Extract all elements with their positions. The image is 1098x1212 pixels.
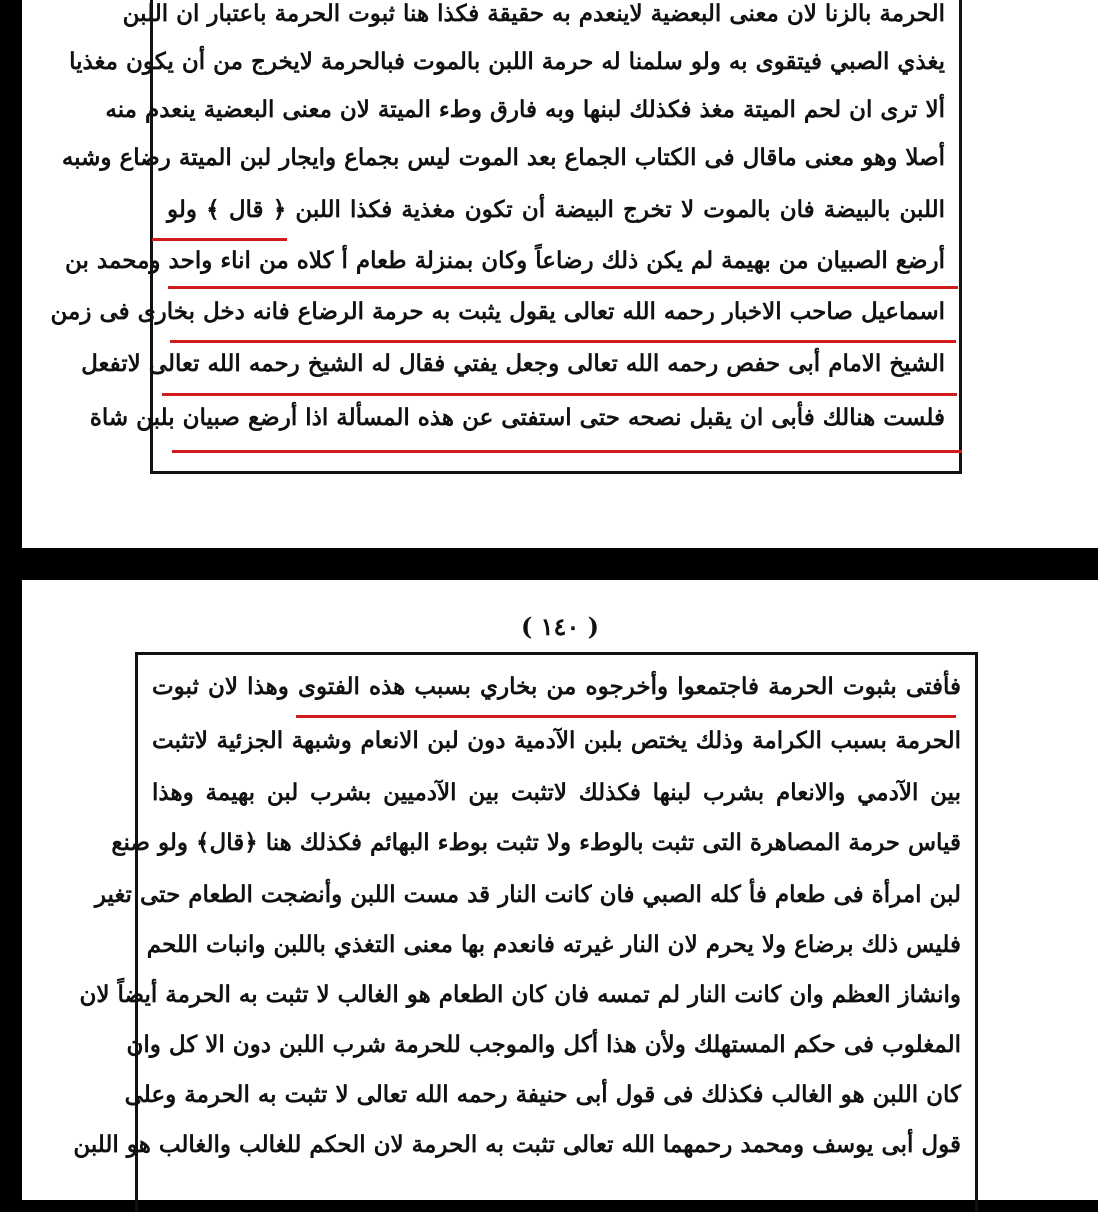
text-line: ألا ترى ان لحم الميتة مغذ فكذلك لبنها وبه فارق وطء الميتة لان معنى البعضية ينعدم منه <box>105 96 945 123</box>
text-line: اللبن بالبيضة فان بالموت لا تخرج البيضة أن تكون مغذية فكذا اللبن ﴿ قال ﴾ ولو <box>167 196 945 223</box>
text-line: الحرمة بالزنا لان معنى البعضية لاينعدم به حقيقة فكذا هنا ثبوت الحرمة باعتبار ان اللبن <box>122 0 945 27</box>
text-line: لبن امرأة فى طعام فأ كله الصبي فان كانت النار قد مست اللبن وأنضجت الطعام حتى تغير <box>94 881 961 908</box>
text-line: بين الآدمي والانعام بشرب لبنها فكذلك لاتثبت بين الآدميين بشرب لبن بهيمة وهذا <box>152 779 961 806</box>
text-line: يغذي الصبي فيتقوى به ولو سلمنا له حرمة اللبن بالموت فبالحرمة لايخرج من أن يكون مغذيا <box>69 48 945 75</box>
text-line: قول أبى يوسف ومحمد رحمهما الله تعالى تثبت به الحرمة لان الحكم للغالب والغالب هو اللبن <box>73 1131 961 1158</box>
red-underline <box>152 238 287 241</box>
text-line: قياس حرمة المصاهرة التى تثبت بالوطء ولا تثبت بوطء البهائم فكذلك هنا ﴿قال﴾ ولو صنع <box>111 829 961 856</box>
red-underline <box>168 286 958 289</box>
text-line: المغلوب فى حكم المستهلك ولأن هذا أكل والموجب للحرمة شرب اللبن دون الا كل وان <box>126 1031 961 1058</box>
top-page-text-frame <box>50 0 962 474</box>
text-line: اسماعيل صاحب الاخبار رحمه الله تعالى يقول يثبت به حرمة الرضاع فانه دخل بخارى فى زمن <box>50 298 945 325</box>
red-underline <box>296 715 956 718</box>
text-line: الحرمة بسبب الكرامة وذلك يختص بلبن الآدمية دون لبن الانعام وشبهة الجزئية لاتثبت <box>152 727 961 754</box>
text-line: الشيخ الامام أبى حفص رحمه الله تعالى وجعل يفتي فقال له الشيخ رحمه الله تعالى لاتفعل <box>81 350 945 377</box>
red-underline <box>170 340 956 343</box>
text-line: فليس ذلك برضاع ولا يحرم لان النار غيرته فانعدم بها معنى التغذي باللبن وانبات اللحم <box>146 931 961 958</box>
top-page-scan <box>22 0 1098 548</box>
page-number: ( ١٤٠ ) <box>520 612 600 641</box>
red-underline <box>172 450 962 453</box>
text-line: فأفتى بثبوت الحرمة فاجتمعوا وأخرجوه من بخاري بسبب هذه الفتوى وهذا لان ثبوت <box>152 673 961 700</box>
text-line: كان اللبن هو الغالب فكذلك فى قول أبى حنيفة رحمه الله تعالى لا تثبت به الحرمة وعلى <box>124 1081 961 1108</box>
red-underline <box>162 393 957 396</box>
text-line: فلست هنالك فأبى ان يقبل نصحه حتى استفتى عن هذه المسألة اذا أرضع صبيان بلبن شاة <box>89 404 945 431</box>
text-line: وانشاز العظم وان كانت النار لم تمسه فان كان الطعام هو الغالب لا تثبت به الحرمة أيضاً لان <box>79 981 961 1008</box>
bottom-page-scan <box>22 580 1098 1200</box>
text-line: أرضع الصبيان من بهيمة لم يكن ذلك رضاعاً وكان بمنزلة طعام أ كلاه من اناء واحد ومحمد بن <box>64 247 945 274</box>
bottom-page-text-frame <box>73 652 978 1212</box>
text-line: أصلا وهو معنى ماقال فى الكتاب الجماع بعد الموت ليس بجماع وايجار لبن الميتة رضاع وشبه <box>61 144 945 171</box>
